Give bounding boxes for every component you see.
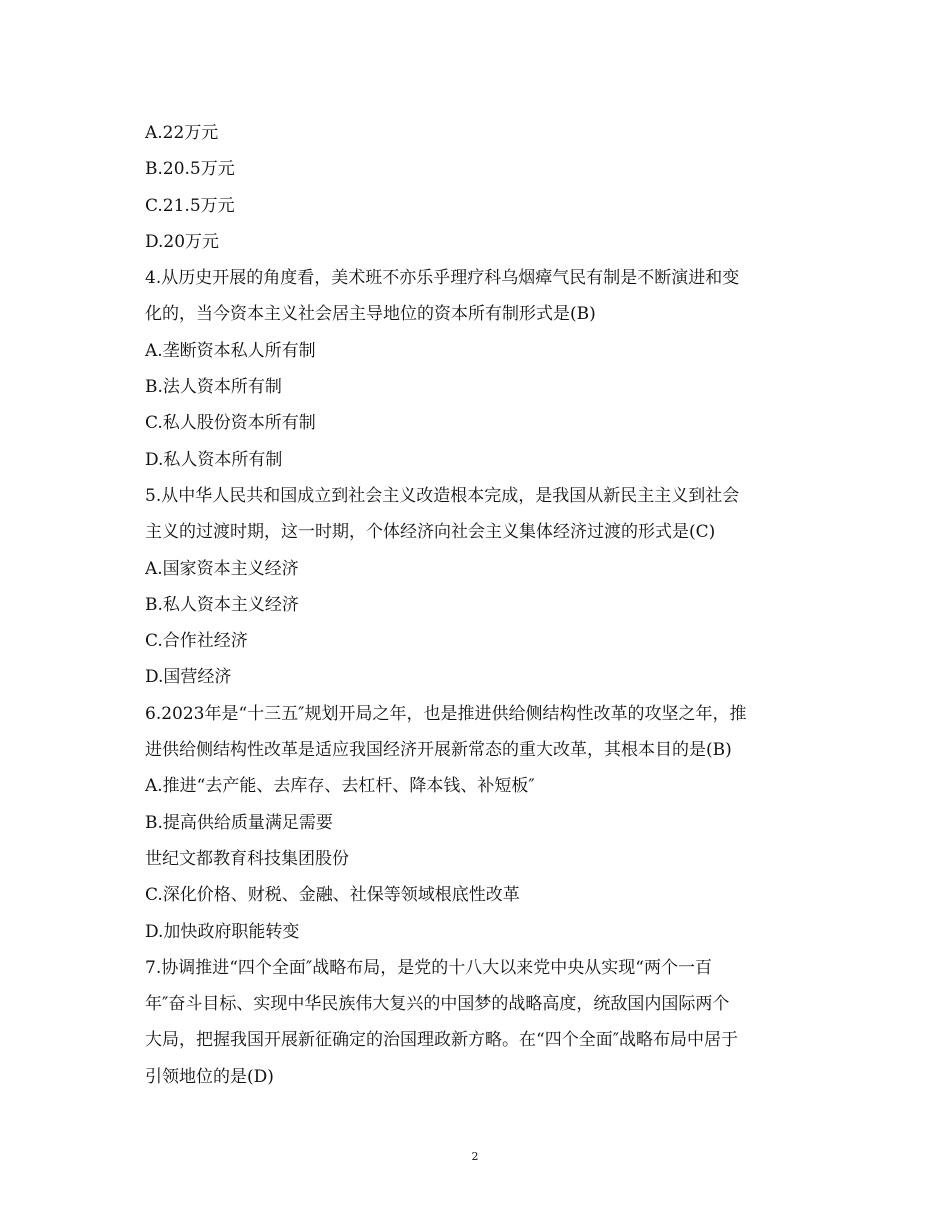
q5-option-b: B.私人资本主义经济 (145, 594, 299, 615)
page-number: 2 (471, 1150, 479, 1163)
q4-option-c: C.私人股份资本所有制 (145, 413, 316, 434)
option-a-line: A.22万元 (145, 123, 219, 143)
q5-option-a: A.国家资本主义经济 (145, 558, 299, 579)
q6-option-c: C.深化价格、财税、金融、社保等领域根底性改革 (145, 885, 520, 906)
question-7-line-1: 7.协调推进“四个全面″战略布局，是党的十八大以来党中央从实现“两个一百 (145, 957, 712, 978)
question-4-line-2: 化的，当今资本主义社会居主导地位的资本所有制形式是(B) (145, 304, 596, 325)
q4-option-b: B.法人资本所有制 (145, 377, 282, 398)
q6-option-a: A.推进“去产能、去库存、去杠杆、降本钱、补短板″ (145, 776, 535, 797)
question-6-line-1: 6.2023年是“十三五″规划开局之年，也是推进供给侧结构性改革的攻坚之年，推 (145, 703, 747, 724)
question-4-line-1: 4.从历史开展的角度看，美术班不亦乐乎理疗科乌烟瘴气民有制是不断演进和变 (145, 268, 740, 289)
option-b-line: B.20.5万元 (145, 159, 235, 180)
company-line: 世纪文都教育科技集团股份 (145, 848, 349, 869)
q6-option-d: D.加快政府职能转变 (145, 921, 300, 942)
question-6-line-2: 进供给侧结构性改革是适应我国经济开展新常态的重大改革，其根本目的是(B) (145, 740, 732, 761)
q6-option-b: B.提高供给质量满足需要 (145, 812, 333, 833)
question-7-line-2: 年″奋斗目标、实现中华民族伟大复兴的中国梦的战略高度，统敌国内国际两个 (145, 994, 730, 1015)
q4-option-d: D.私人资本所有制 (145, 449, 283, 470)
option-c-line: C.21.5万元 (145, 195, 235, 216)
question-5-line-2: 主义的过渡时期，这一时期，个体经济向社会主义集体经济过渡的形式是(C) (145, 522, 716, 543)
q5-option-d: D.国营经济 (145, 667, 232, 688)
page-content (145, 115, 810, 1095)
q4-option-a: A.垄断资本私人所有制 (145, 340, 316, 361)
q5-option-c: C.合作社经济 (145, 631, 248, 652)
option-d-line: D.20万元 (145, 231, 220, 252)
question-5-line-1: 5.从中华人民共和国成立到社会主义改造根本完成，是我国从新民主主义到社会 (145, 485, 740, 506)
question-7-line-4: 引领地位的是(D) (145, 1066, 274, 1087)
question-7-line-3: 大局，把握我国开展新征确定的治国理政新方略。在“四个全面″战略布局中居于 (145, 1030, 739, 1051)
